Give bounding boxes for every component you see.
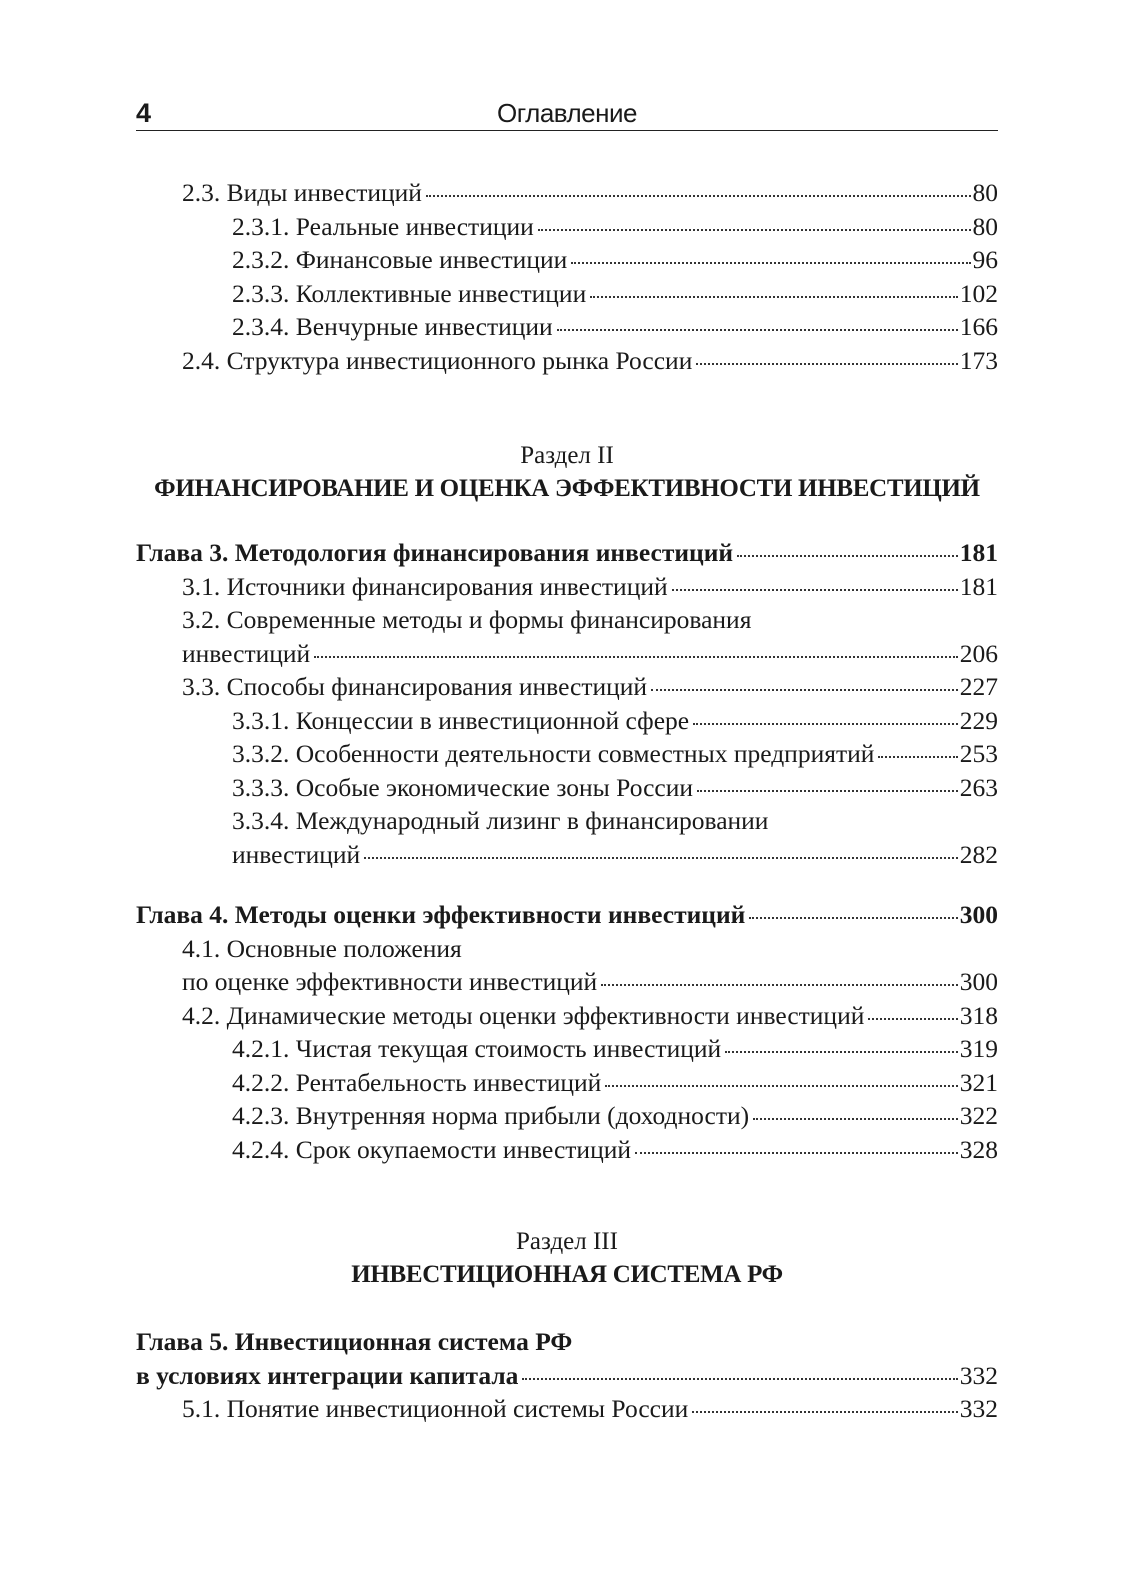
- section-heading: [136, 440, 998, 506]
- toc-entry-continuation[interactable]: [136, 965, 998, 999]
- toc-entry-page: 102: [959, 278, 998, 308]
- toc-entry-page: 300: [959, 900, 998, 929]
- toc-entry-page: 332: [959, 1394, 998, 1423]
- toc-entry[interactable]: [136, 1392, 998, 1426]
- leader-dots: [314, 656, 958, 658]
- toc-entry-title: 2.3.3. Коллективные инвестиции: [232, 278, 587, 308]
- toc-entry[interactable]: [136, 999, 998, 1033]
- toc-entry-title: по оценке эффективности инвестиций: [182, 967, 598, 996]
- toc-entry-title: в условиях интеграции капитала: [136, 1360, 519, 1390]
- toc-entry-page: 173: [959, 345, 998, 375]
- toc-entry[interactable]: [136, 344, 998, 378]
- section-title: ФИНАНСИРОВАНИЕ И ОЦЕНКА ЭФФЕКТИВНОСТИ ИНВЕСТИЦИЙ: [154, 475, 980, 502]
- toc-entry-title: 3.3.2. Особенности деятельности совместных предприятий: [232, 739, 875, 768]
- running-head-title: Оглавление: [497, 98, 637, 128]
- toc-entry-page: 322: [959, 1101, 998, 1130]
- toc-entry-title: 4.1. Основные положения: [182, 933, 462, 963]
- toc-entry[interactable]: [136, 670, 998, 704]
- toc-chapter-entry[interactable]: [136, 898, 998, 932]
- leader-dots: [364, 857, 958, 859]
- toc-chapter-entry-continuation[interactable]: [136, 1359, 998, 1393]
- toc-entry-page: 318: [959, 1000, 998, 1030]
- toc-entry[interactable]: [136, 603, 998, 637]
- section-label: Раздел III: [516, 1228, 618, 1255]
- toc-entry-page: 300: [959, 967, 998, 996]
- section-heading: [136, 1226, 998, 1292]
- toc-entry-page: 96: [972, 245, 998, 274]
- toc-entry-title: 3.3.3. Особые экономические зоны России: [232, 772, 694, 802]
- toc-block-chapter-4: [136, 898, 998, 1166]
- toc-entry-title: 4.2. Динамические методы оценки эффективности инвестиций: [182, 1000, 865, 1030]
- toc-entry-title: 2.4. Структура инвестиционного рынка России: [182, 345, 693, 375]
- page-number: 4: [136, 98, 152, 128]
- toc-entry-page: 181: [959, 538, 998, 567]
- toc-entry-title: инвестиций: [232, 839, 361, 869]
- toc-entry[interactable]: [136, 1133, 998, 1167]
- toc-entry-title: 2.3.1. Реальные инвестиции: [232, 211, 534, 241]
- toc-chapter-entry[interactable]: [136, 1325, 998, 1359]
- toc-entry-page: 166: [959, 312, 998, 341]
- toc-entry[interactable]: [136, 804, 998, 838]
- toc-entry-page: 319: [959, 1034, 998, 1063]
- toc-entry-title: 4.2.1. Чистая текущая стоимость инвестиций: [232, 1034, 722, 1063]
- toc-entry[interactable]: [136, 310, 998, 344]
- toc-entry-page: 263: [959, 772, 998, 802]
- toc-entry-title: 5.1. Понятие инвестиционной системы России: [182, 1394, 689, 1423]
- leader-dots: [426, 195, 971, 197]
- toc-entry-title: 4.2.3. Внутренняя норма прибыли (доходности): [232, 1101, 750, 1130]
- toc-entry-title: 3.3. Способы финансирования инвестиций: [182, 672, 648, 701]
- leader-dots: [605, 1085, 957, 1087]
- section-title: ИНВЕСТИЦИОННАЯ СИСТЕМА РФ: [351, 1261, 783, 1288]
- toc-entry-page: 227: [959, 672, 998, 701]
- toc-entry[interactable]: [136, 1099, 998, 1133]
- toc-entry-title: 3.1. Источники финансирования инвестиций: [182, 571, 668, 601]
- toc-entry-title: инвестиций: [182, 638, 311, 668]
- leader-dots: [590, 296, 958, 298]
- toc-entry[interactable]: [136, 771, 998, 805]
- toc-entry-title: 3.3.1. Концессии в инвестиционной сфере: [232, 705, 690, 735]
- toc-entry-title: 3.3.4. Международный лизинг в финансировании: [232, 806, 769, 835]
- section-label: Раздел II: [520, 442, 614, 469]
- toc-entry[interactable]: [136, 570, 998, 604]
- toc-entry[interactable]: [136, 210, 998, 244]
- leader-dots: [651, 689, 958, 691]
- toc-block-2-3: [136, 176, 998, 377]
- toc-entry-page: 80: [972, 211, 998, 241]
- toc-entry-title: 4.2.4. Срок окупаемости инвестиций: [232, 1134, 632, 1164]
- toc-entry-title: Глава 4. Методы оценки эффективности инвестиций: [136, 900, 746, 929]
- leader-dots: [692, 1411, 957, 1413]
- leader-dots: [672, 589, 958, 591]
- toc-entry-page: 229: [959, 705, 998, 735]
- leader-dots: [538, 229, 971, 231]
- toc-entry-title: 2.3.2. Финансовые инвестиции: [232, 245, 568, 274]
- leader-dots: [868, 1018, 957, 1020]
- leader-dots: [749, 917, 957, 919]
- leader-dots: [696, 363, 957, 365]
- leader-dots: [725, 1051, 958, 1053]
- toc-block-chapter-5: [136, 1325, 998, 1426]
- toc-entry-page: 328: [959, 1134, 998, 1164]
- toc-chapter-entry[interactable]: [136, 536, 998, 570]
- leader-dots: [737, 555, 958, 557]
- toc-entry-title: Глава 3. Методология финансирования инвестиций: [136, 538, 734, 567]
- toc-entry[interactable]: [136, 1032, 998, 1066]
- leader-dots: [571, 262, 970, 264]
- toc-entry[interactable]: [136, 277, 998, 311]
- toc-entry-title: Глава 5. Инвестиционная система РФ: [136, 1327, 573, 1356]
- leader-dots: [878, 756, 957, 758]
- toc-entry-title: 4.2.2. Рентабельность инвестиций: [232, 1067, 602, 1097]
- toc-entry-continuation[interactable]: [136, 838, 998, 872]
- leader-dots: [693, 723, 958, 725]
- toc-entry-page: 80: [972, 178, 998, 207]
- running-head: [136, 94, 998, 131]
- toc-entry-page: 206: [959, 638, 998, 668]
- toc-entry[interactable]: [136, 737, 998, 771]
- toc-entry-title: 2.3.4. Венчурные инвестиции: [232, 312, 553, 341]
- toc-entry[interactable]: [136, 704, 998, 738]
- toc-entry-page: 253: [959, 739, 998, 768]
- toc-block-chapter-3: [136, 536, 998, 871]
- toc-entry[interactable]: [136, 243, 998, 277]
- toc-entry[interactable]: [136, 176, 998, 210]
- toc-entry[interactable]: [136, 1066, 998, 1100]
- leader-dots: [697, 790, 958, 792]
- toc-entry[interactable]: [136, 932, 998, 966]
- toc-entry-page: 181: [959, 571, 998, 601]
- leader-dots: [557, 329, 958, 331]
- toc-entry-page: 332: [959, 1360, 998, 1390]
- toc-entry-page: 321: [959, 1067, 998, 1097]
- leader-dots: [522, 1378, 957, 1380]
- toc-entry-title: 3.2. Современные методы и формы финансирования: [182, 605, 752, 634]
- toc-entry-page: 282: [959, 839, 998, 869]
- toc-entry-title: 2.3. Виды инвестиций: [182, 178, 422, 207]
- leader-dots: [753, 1118, 958, 1120]
- toc-entry-continuation[interactable]: [136, 637, 998, 671]
- leader-dots: [635, 1152, 958, 1154]
- leader-dots: [601, 984, 958, 986]
